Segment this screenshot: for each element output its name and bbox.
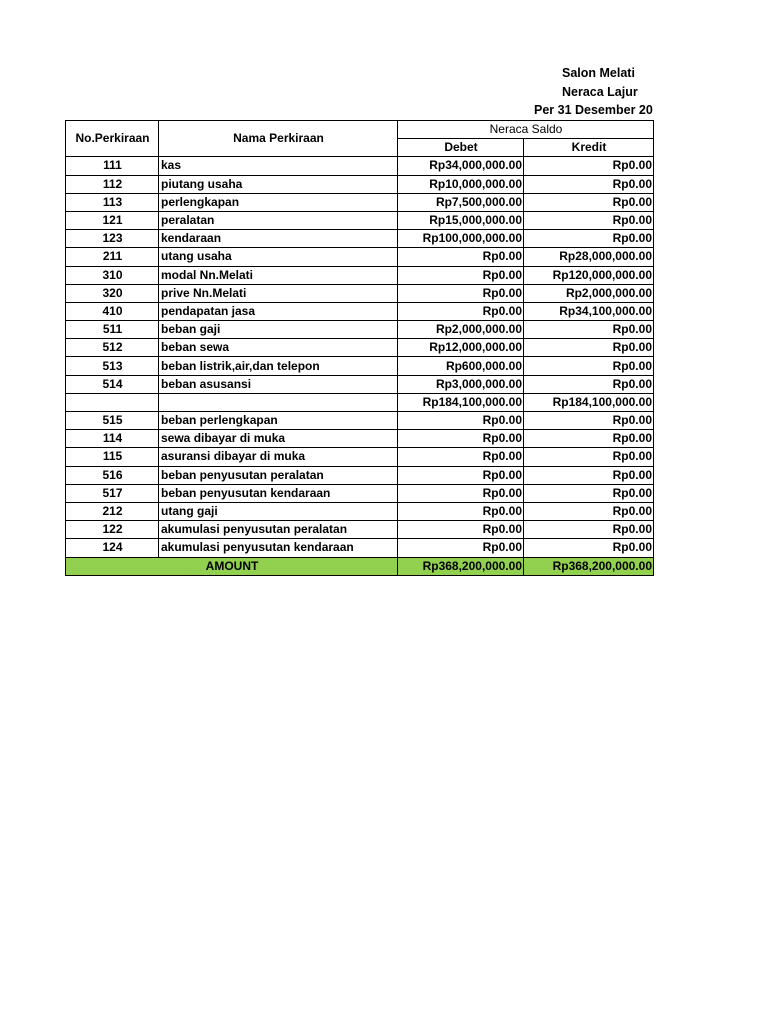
table-row [66,448,654,466]
account-no-cell[interactable]: 115 [66,448,159,466]
debit-cell[interactable]: Rp0.00 [398,412,524,430]
account-name-header[interactable]: Nama Perkiraan [159,121,398,157]
account-name-cell[interactable]: beban penyusutan kendaraan [159,484,398,502]
account-no-cell[interactable]: 516 [66,466,159,484]
debit-cell[interactable]: Rp34,000,000.00 [398,157,524,175]
debit-cell[interactable]: Rp10,000,000.00 [398,175,524,193]
table-row [66,539,654,557]
credit-cell[interactable]: Rp0.00 [524,157,654,175]
account-no-cell[interactable]: 123 [66,230,159,248]
debit-cell[interactable]: Rp0.00 [398,521,524,539]
debit-cell[interactable]: Rp15,000,000.00 [398,211,524,229]
credit-cell[interactable]: Rp0.00 [524,502,654,520]
debit-cell[interactable]: Rp3,000,000.00 [398,375,524,393]
debit-cell[interactable]: Rp0.00 [398,430,524,448]
credit-cell[interactable]: Rp0.00 [524,521,654,539]
account-no-cell[interactable]: 320 [66,284,159,302]
table-row [66,193,654,211]
table-row [66,266,654,284]
debit-cell[interactable]: Rp0.00 [398,302,524,320]
report-name: Neraca Lajur [562,84,638,99]
account-no-cell[interactable]: 310 [66,266,159,284]
account-no-cell[interactable] [66,393,159,411]
account-name-cell[interactable]: modal Nn.Melati [159,266,398,284]
trial-balance-table [65,120,654,576]
account-no-cell[interactable]: 111 [66,157,159,175]
debit-cell[interactable]: Rp600,000.00 [398,357,524,375]
credit-cell[interactable]: Rp0.00 [524,321,654,339]
table-row [66,521,654,539]
credit-cell[interactable]: Rp34,100,000.00 [524,302,654,320]
account-name-cell[interactable]: utang gaji [159,502,398,520]
account-no-cell[interactable]: 212 [66,502,159,520]
debit-cell[interactable]: Rp0.00 [398,448,524,466]
account-name-cell[interactable]: pendapatan jasa [159,302,398,320]
account-name-cell[interactable]: peralatan [159,211,398,229]
account-no-cell[interactable]: 511 [66,321,159,339]
account-name-cell[interactable]: beban gaji [159,321,398,339]
debit-cell[interactable]: Rp0.00 [398,502,524,520]
account-no-cell[interactable]: 211 [66,248,159,266]
debit-cell[interactable]: Rp0.00 [398,284,524,302]
account-name-cell[interactable]: piutang usaha [159,175,398,193]
account-no-cell[interactable]: 512 [66,339,159,357]
credit-cell[interactable]: Rp0.00 [524,539,654,557]
debit-cell[interactable]: Rp0.00 [398,266,524,284]
account-no-header[interactable]: No.Perkiraan [66,121,159,157]
credit-cell[interactable]: Rp0.00 [524,211,654,229]
debit-cell[interactable]: Rp7,500,000.00 [398,193,524,211]
table-row [66,393,654,411]
table-row [66,321,654,339]
total-row [66,557,654,575]
account-no-cell[interactable]: 513 [66,357,159,375]
credit-cell[interactable]: Rp0.00 [524,193,654,211]
report-period: Per 31 Desember 20 [534,103,653,117]
account-no-cell[interactable]: 514 [66,375,159,393]
account-name-cell[interactable]: sewa dibayar di muka [159,430,398,448]
trial-balance-group-header[interactable]: Neraca Saldo [398,121,654,139]
credit-cell[interactable]: Rp0.00 [524,357,654,375]
credit-cell[interactable]: Rp0.00 [524,466,654,484]
account-name-cell[interactable]: beban listrik,air,dan telepon [159,357,398,375]
table-body [66,157,654,557]
table-row [66,339,654,357]
account-name-cell[interactable]: beban asusansi [159,375,398,393]
account-no-cell[interactable]: 112 [66,175,159,193]
account-name-cell[interactable]: kendaraan [159,230,398,248]
total-label[interactable]: AMOUNT [66,557,398,575]
debit-cell[interactable]: Rp100,000,000.00 [398,230,524,248]
debit-cell[interactable]: Rp184,100,000.00 [398,393,524,411]
account-name-cell[interactable]: beban penyusutan peralatan [159,466,398,484]
table-row [66,502,654,520]
report-title-block [500,64,768,120]
table-row [66,430,654,448]
total-credit[interactable]: Rp368,200,000.00 [524,557,654,575]
debit-cell[interactable]: Rp2,000,000.00 [398,321,524,339]
account-no-cell[interactable]: 121 [66,211,159,229]
account-name-cell[interactable]: akumulasi penyusutan kendaraan [159,539,398,557]
credit-cell[interactable]: Rp0.00 [524,430,654,448]
table-row [66,284,654,302]
account-name-cell[interactable]: beban perlengkapan [159,412,398,430]
account-name-cell[interactable] [159,393,398,411]
table-row [66,357,654,375]
account-name-cell[interactable]: asuransi dibayar di muka [159,448,398,466]
credit-cell[interactable]: Rp0.00 [524,175,654,193]
table-row [66,302,654,320]
company-name: Salon Melati [562,66,635,80]
table-row [66,484,654,502]
credit-header[interactable]: Kredit [524,139,654,157]
account-no-cell[interactable]: 113 [66,193,159,211]
account-no-cell[interactable]: 515 [66,412,159,430]
debit-header[interactable]: Debet [398,139,524,157]
table-header-row [66,121,654,139]
account-name-cell[interactable]: beban sewa [159,339,398,357]
table-row [66,157,654,175]
credit-cell[interactable]: Rp120,000,000.00 [524,266,654,284]
credit-cell[interactable]: Rp184,100,000.00 [524,393,654,411]
account-no-cell[interactable]: 114 [66,430,159,448]
debit-cell[interactable]: Rp0.00 [398,539,524,557]
account-name-cell[interactable]: kas [159,157,398,175]
debit-cell[interactable]: Rp0.00 [398,484,524,502]
account-no-cell[interactable]: 124 [66,539,159,557]
credit-cell[interactable]: Rp0.00 [524,230,654,248]
account-name-cell[interactable]: utang usaha [159,248,398,266]
table-row [66,375,654,393]
credit-cell[interactable]: Rp0.00 [524,375,654,393]
debit-cell[interactable]: Rp0.00 [398,248,524,266]
credit-cell[interactable]: Rp0.00 [524,339,654,357]
debit-cell[interactable]: Rp12,000,000.00 [398,339,524,357]
table-row [66,412,654,430]
account-name-cell[interactable]: prive Nn.Melati [159,284,398,302]
credit-cell[interactable]: Rp0.00 [524,412,654,430]
table-row [66,466,654,484]
debit-cell[interactable]: Rp0.00 [398,466,524,484]
credit-cell[interactable]: Rp28,000,000.00 [524,248,654,266]
total-debit[interactable]: Rp368,200,000.00 [398,557,524,575]
account-no-cell[interactable]: 410 [66,302,159,320]
table-row [66,230,654,248]
credit-cell[interactable]: Rp0.00 [524,448,654,466]
account-name-cell[interactable]: akumulasi penyusutan peralatan [159,521,398,539]
table-row [66,211,654,229]
account-no-cell[interactable]: 517 [66,484,159,502]
table-row [66,175,654,193]
account-no-cell[interactable]: 122 [66,521,159,539]
account-name-cell[interactable]: perlengkapan [159,193,398,211]
credit-cell[interactable]: Rp0.00 [524,484,654,502]
table-row [66,248,654,266]
credit-cell[interactable]: Rp2,000,000.00 [524,284,654,302]
